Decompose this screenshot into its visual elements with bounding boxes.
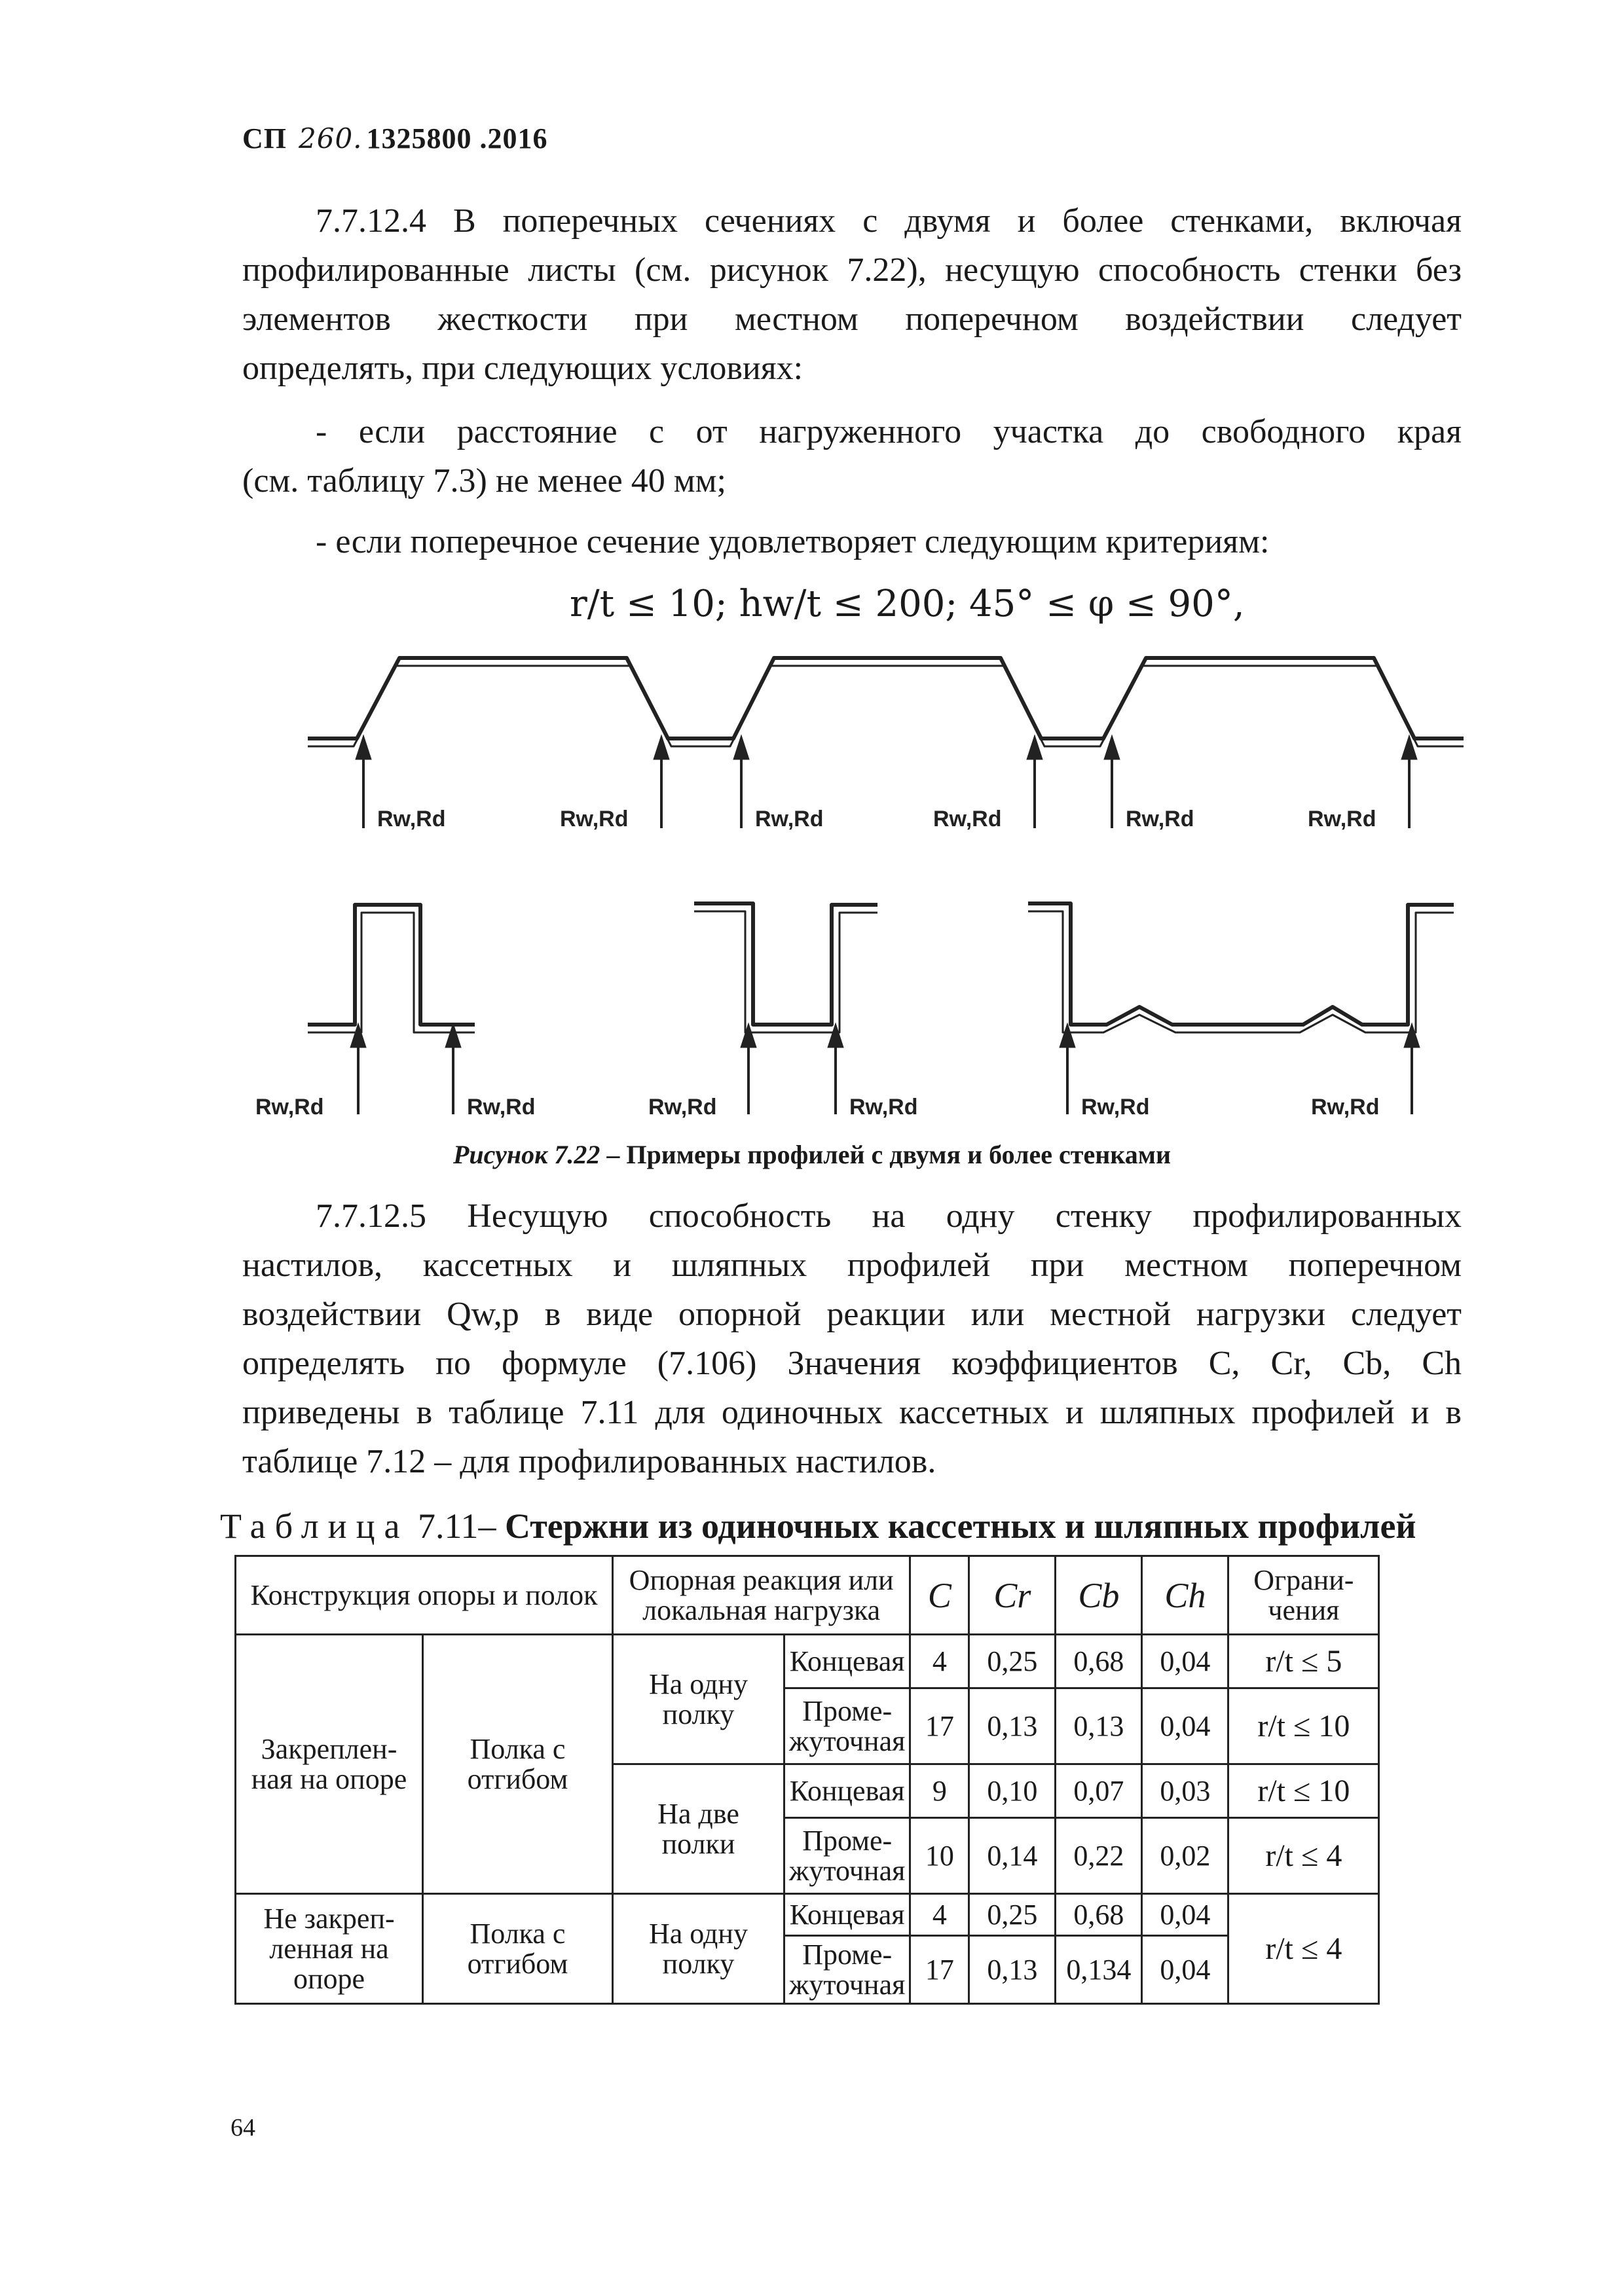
cassette-profile	[694, 903, 877, 1032]
reaction-label: Rw,Rd	[255, 1095, 324, 1120]
cell-c: 17	[910, 1688, 969, 1764]
cell-ch: 0,03	[1142, 1764, 1228, 1818]
reaction-label: Rw,Rd	[1126, 807, 1194, 831]
text-line: - если расстояние c от нагруженного участка до свободного края	[316, 413, 1462, 450]
group-one-flange: На одну полку	[613, 1894, 784, 2004]
condition-distance	[242, 407, 1462, 505]
header-cb: Cb	[1056, 1556, 1142, 1635]
cell-limit: r/t ≤ 10	[1228, 1764, 1379, 1818]
reaction-arrow	[741, 1023, 756, 1114]
paragraph-7-7-12-4	[242, 196, 1462, 393]
document-code	[242, 122, 548, 155]
doc-number: 1325800	[366, 122, 472, 155]
table-title	[220, 1506, 1416, 1546]
cell-cr: 0,14	[969, 1818, 1056, 1894]
text-line: приведены в таблице 7.11 для одиночных кассетных и шляпных профилей и в	[242, 1394, 1462, 1431]
reaction-label: Rw,Rd	[648, 1095, 717, 1120]
cell-cr: 0,13	[969, 1688, 1056, 1764]
reaction-label: Rw,Rd	[849, 1095, 918, 1120]
text-line: (см. таблицу 7.3) не менее 40 мм;	[242, 462, 726, 500]
page-number: 64	[231, 2114, 255, 2141]
cell-limit: r/t ≤ 4	[1228, 1894, 1379, 2004]
reaction-arrow	[350, 1023, 366, 1114]
doc-handwritten-number: 260.	[299, 122, 363, 155]
header-ch: Ch	[1142, 1556, 1228, 1635]
criteria-formula: r/t ≤ 10; hw/t ≤ 200; 45° ≤ φ ≤ 90°,	[570, 583, 1245, 625]
trapezoidal-profile	[308, 658, 1464, 746]
cell-cb: 0,134	[1056, 1936, 1142, 2004]
cell-c: 9	[910, 1764, 969, 1818]
cell-c: 10	[910, 1818, 969, 1894]
text-line: 7.7.12.4 В поперечных сечениях с двумя и более стенками, включая	[316, 202, 1462, 240]
reaction-label: Rw,Rd	[1311, 1095, 1380, 1120]
cell-ch: 0,04	[1142, 1936, 1228, 2004]
reaction-arrow	[1060, 1023, 1075, 1114]
reaction-labels-bottom	[255, 1095, 1380, 1120]
condition-criteria	[242, 517, 1462, 566]
reaction-arrow	[1104, 735, 1120, 828]
reaction-labels-top	[377, 807, 1376, 831]
reaction-label: Rw,Rd	[755, 807, 824, 831]
type-intermediate: Проме-жуточная	[784, 1688, 910, 1764]
table-title-number: 7.11–	[409, 1506, 496, 1546]
reaction-arrow	[356, 735, 371, 828]
reaction-arrow	[733, 735, 749, 828]
text-line: - если поперечное сечение удовлетворяет следующим критериям:	[316, 523, 1270, 560]
text-line: воздействии Qw,p в виде опорной реакции или местной нагрузки следует	[242, 1296, 1462, 1333]
cell-cb: 0,68	[1056, 1635, 1142, 1688]
caption-number: Рисунок 7.22	[452, 1140, 600, 1169]
paragraph-7-7-12-5	[242, 1192, 1462, 1486]
cell-limit: r/t ≤ 10	[1228, 1688, 1379, 1764]
doc-year: .2016	[479, 122, 548, 155]
type-intermediate: Проме-жуточная	[784, 1936, 910, 2004]
trapezoidal-profile-line	[308, 658, 1464, 738]
header-cr: Cr	[969, 1556, 1056, 1635]
reaction-label: Rw,Rd	[377, 807, 446, 831]
cell-ch: 0,04	[1142, 1894, 1228, 1936]
cell-ch: 0,04	[1142, 1688, 1228, 1764]
wide-cassette-profile	[1028, 903, 1454, 1032]
group-two-flanges: На две полки	[613, 1764, 784, 1894]
header-limits: Ограни-чения	[1228, 1556, 1379, 1635]
reaction-label: Rw,Rd	[467, 1095, 536, 1120]
cell-cb: 0,07	[1056, 1764, 1142, 1818]
group-one-flange: На одну полку	[613, 1635, 784, 1764]
text-line: 7.7.12.5 Несущую способность на одну стенку профилированных	[316, 1197, 1462, 1235]
table-title-text: Стержни из одиночных кассетных и шляпных профилей	[496, 1506, 1416, 1546]
header-construction: Конструкция опоры и полок	[236, 1556, 613, 1635]
hat-profile	[308, 905, 475, 1032]
cell-ch: 0,02	[1142, 1818, 1228, 1894]
reaction-arrows-top	[356, 735, 1417, 828]
cell-limit: r/t ≤ 4	[1228, 1818, 1379, 1894]
reaction-arrow	[654, 735, 669, 828]
cell-c: 17	[910, 1936, 969, 2004]
table-row	[236, 1894, 1379, 1936]
type-end: Концевая	[784, 1894, 910, 1936]
group-not-fixed: Не закреп-ленная на опоре	[236, 1894, 423, 2004]
coefficients-table	[234, 1555, 1380, 2005]
cell-cr: 0,25	[969, 1635, 1056, 1688]
cell-cb: 0,68	[1056, 1894, 1142, 1936]
cell-cr: 0,25	[969, 1894, 1056, 1936]
figure-caption	[0, 1139, 1624, 1170]
cell-c: 4	[910, 1894, 969, 1936]
group-flange: Полка с отгибом	[423, 1635, 613, 1894]
reaction-label: Rw,Rd	[1081, 1095, 1150, 1120]
table-header-row	[236, 1556, 1379, 1635]
cell-cb: 0,22	[1056, 1818, 1142, 1894]
header-c: C	[910, 1556, 969, 1635]
reaction-arrow	[828, 1023, 843, 1114]
group-flange: Полка с отгибом	[423, 1894, 613, 2004]
cell-ch: 0,04	[1142, 1635, 1228, 1688]
cell-c: 4	[910, 1635, 969, 1688]
text-line: определять по формуле (7.106) Значения коэффициентов C, Cr, Cb, Ch	[242, 1345, 1462, 1382]
cell-cr: 0,10	[969, 1764, 1056, 1818]
text-line: профилированные листы (см. рисунок 7.22), несущую способность стенки без	[242, 251, 1462, 289]
cell-cr: 0,13	[969, 1936, 1056, 2004]
reaction-label: Rw,Rd	[560, 807, 629, 831]
text-line: элементов жесткости при местном поперечном воздействии следует	[242, 301, 1462, 338]
reaction-arrow	[1401, 735, 1417, 828]
cell-cb: 0,13	[1056, 1688, 1142, 1764]
table-title-word: Таблица	[220, 1506, 409, 1546]
table-row	[236, 1635, 1379, 1688]
type-end: Концевая	[784, 1635, 910, 1688]
reaction-arrow	[445, 1023, 461, 1114]
text-line: настилов, кассетных и шляпных профилей при местном поперечном	[242, 1247, 1462, 1284]
reaction-label: Rw,Rd	[933, 807, 1002, 831]
type-intermediate: Проме-жуточная	[784, 1818, 910, 1894]
cell-limit: r/t ≤ 5	[1228, 1635, 1379, 1688]
reaction-label: Rw,Rd	[1308, 807, 1376, 831]
header-reaction: Опорная реакция или локальная нагрузка	[613, 1556, 910, 1635]
caption-text: – Примеры профилей с двумя и более стенками	[600, 1140, 1171, 1169]
type-end: Концевая	[784, 1764, 910, 1818]
text-line: определять, при следующих условиях:	[242, 350, 803, 387]
text-line: таблице 7.12 – для профилированных настилов.	[242, 1443, 936, 1480]
group-fixed: Закреплен-ная на опоре	[236, 1635, 423, 1894]
profiles-figure	[249, 648, 1493, 1120]
reaction-arrow	[1404, 1023, 1420, 1114]
reaction-arrow	[1027, 735, 1043, 828]
doc-prefix: СП	[242, 122, 287, 155]
